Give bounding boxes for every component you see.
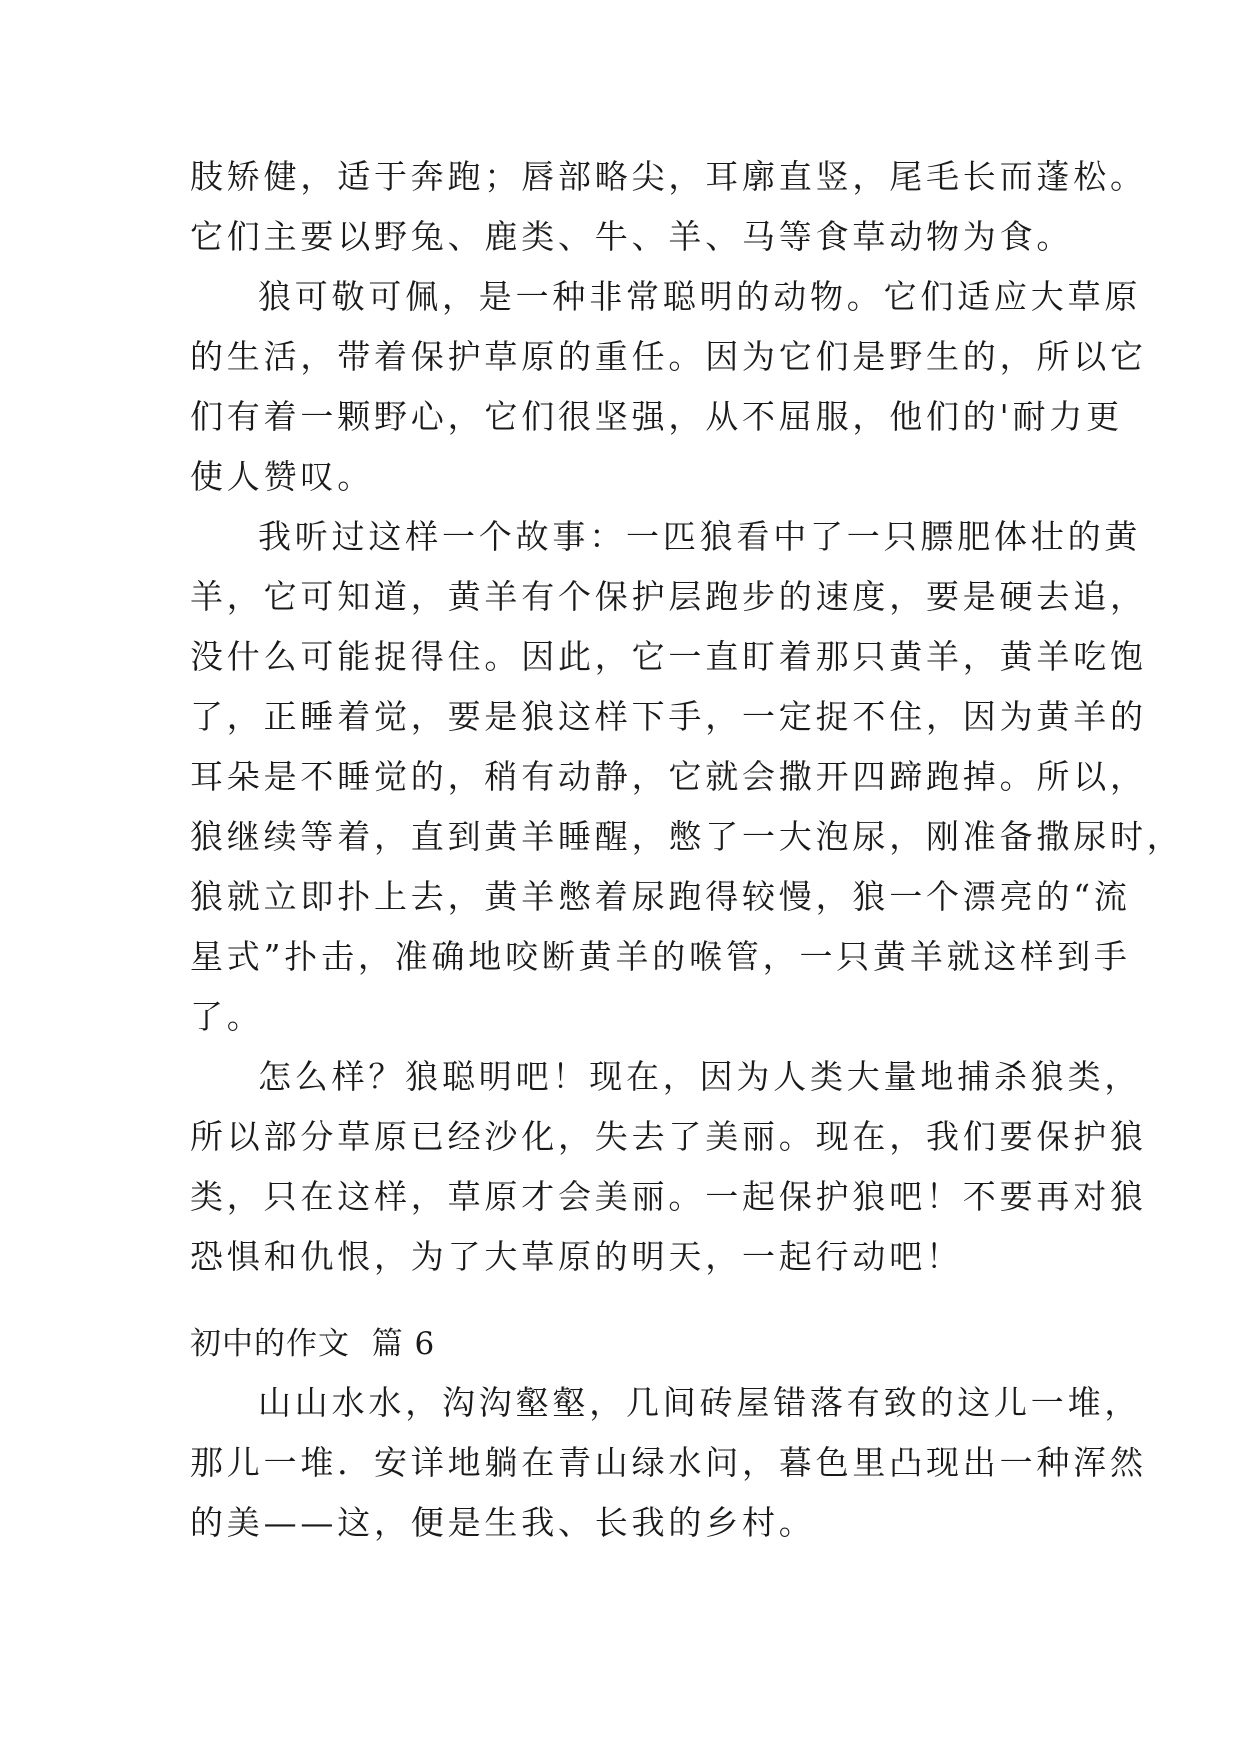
paragraph-line: 肢矫健，适于奔跑；唇部略尖，耳廓直竖，尾毛长而蓬松。 [190, 157, 1147, 196]
paragraph-line: 怎么样？狼聪明吧！现在，因为人类大量地捕杀狼类， [258, 1057, 1142, 1096]
paragraph-line: 了。 [190, 997, 264, 1036]
paragraph-line: 的美——这，便是生我、长我的乡村。 [190, 1503, 816, 1542]
paragraph-line: 羊，它可知道，黄羊有个保护层跑步的速度，要是硬去追， [190, 577, 1147, 616]
paragraph-line: 星式”扑击，准确地咬断黄羊的喉管，一只黄羊就这样到手 [190, 937, 1131, 976]
paragraph-line: 了，正睡着觉，要是狼这样下手，一定捉不住，因为黄羊的 [190, 697, 1147, 736]
paragraph-line: 山山水水，沟沟壑壑，几间砖屋错落有致的这儿一堆， [258, 1383, 1142, 1422]
section-heading: 初中的作文 篇 6 [190, 1326, 436, 1362]
paragraph-line: 使人赞叹。 [190, 457, 374, 496]
paragraph-line: 那儿一堆．安详地躺在青山绿水问，暮色里凸现出一种浑然 [190, 1443, 1147, 1482]
paragraph-line: 它们主要以野兔、鹿类、牛、羊、马等食草动物为食。 [190, 217, 1074, 256]
paragraph-line: 的生活，带着保护草原的重任。因为它们是野生的，所以它 [190, 337, 1147, 376]
paragraph-line: 没什么可能捉得住。因此，它一直盯着那只黄羊，黄羊吃饱 [190, 637, 1147, 676]
paragraph-line: 们有着一颗野心，它们很坚强，从不屈服，他们的'耐力更 [190, 397, 1123, 436]
paragraph-line: 耳朵是不睡觉的，稍有动静，它就会撒开四蹄跑掉。所以， [190, 757, 1147, 796]
paragraph-line: 我听过这样一个故事：一匹狼看中了一只膘肥体壮的黄 [258, 517, 1142, 556]
paragraph-line: 狼可敬可佩，是一种非常聪明的动物。它们适应大草原 [258, 277, 1142, 316]
paragraph-line: 狼继续等着，直到黄羊睡醒，憋了一大泡尿，刚准备撒尿时， [190, 817, 1184, 856]
article-body-top [190, 147, 1184, 1287]
paragraph-line: 所以部分草原已经沙化，失去了美丽。现在，我们要保护狼 [190, 1117, 1147, 1156]
article-body-bottom [190, 1373, 1147, 1553]
paragraph-line: 恐惧和仇恨，为了大草原的明天，一起行动吧！ [190, 1237, 963, 1276]
paragraph-line: 狼就立即扑上去，黄羊憋着尿跑得较慢，狼一个漂亮的“流 [190, 877, 1131, 916]
paragraph-line: 类，只在这样，草原才会美丽。一起保护狼吧！不要再对狼 [190, 1177, 1147, 1216]
